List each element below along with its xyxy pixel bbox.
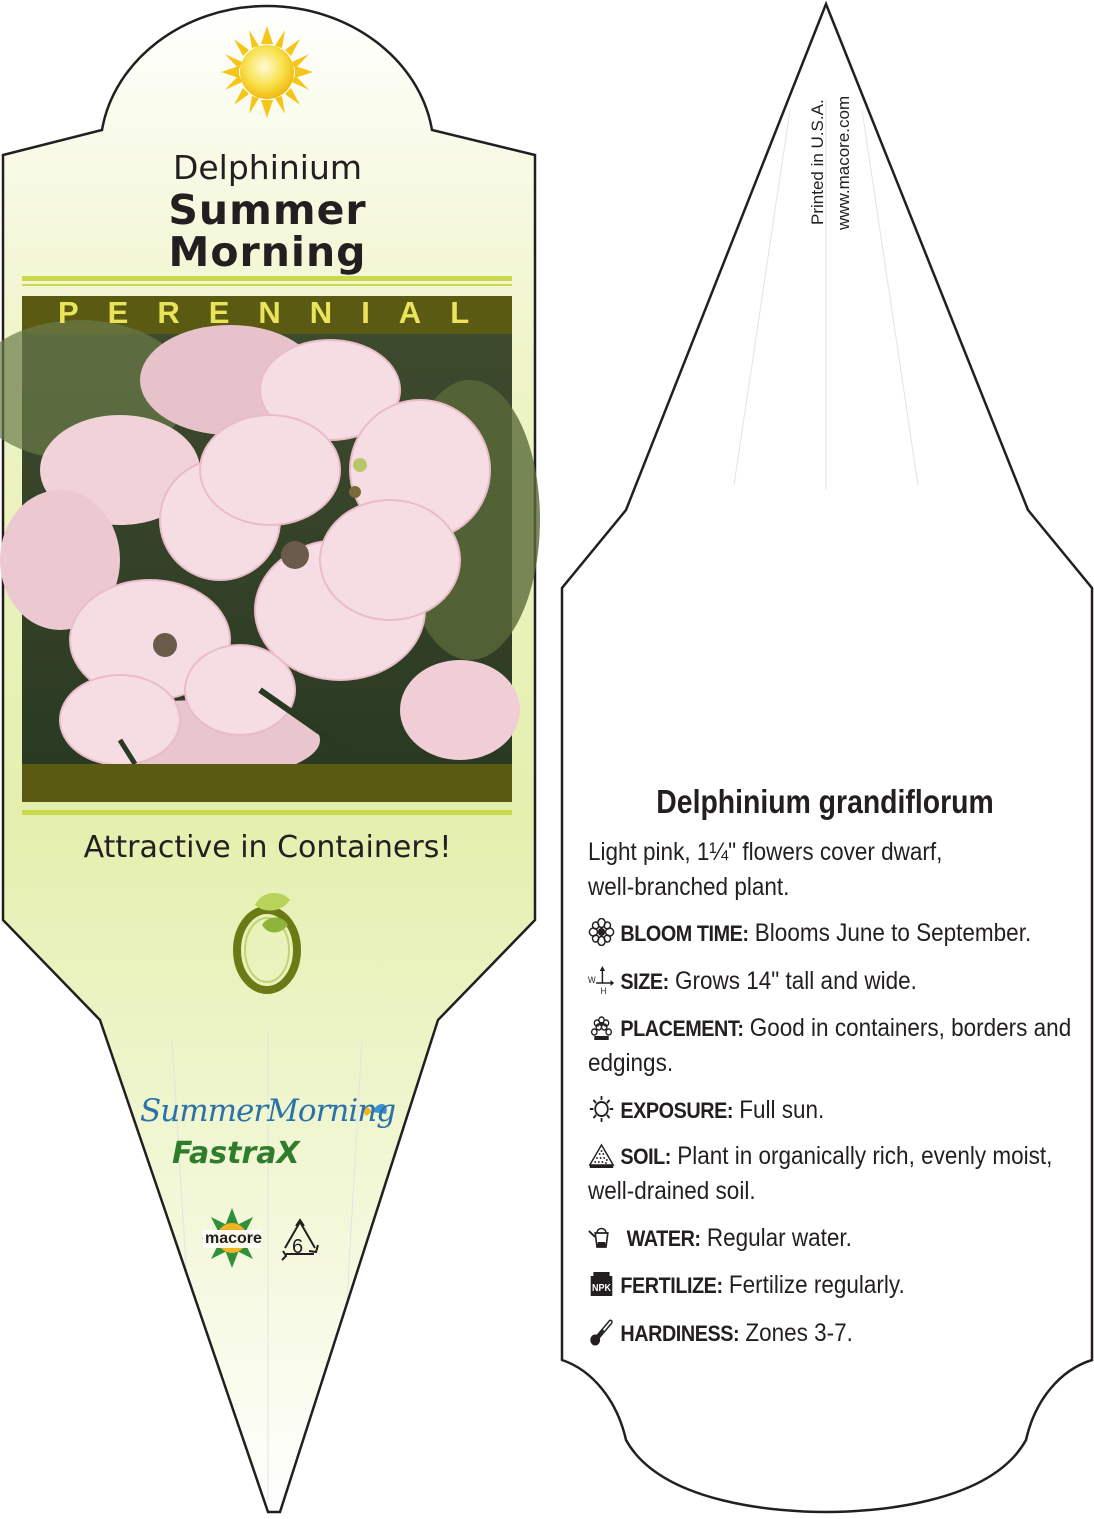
description-line2: well-branched plant. (588, 873, 790, 901)
variety-name-line2: Morning (168, 228, 367, 276)
placement-value: Good in containers, borders and (749, 1014, 1072, 1042)
fertilize-label: FERTILIZE: (620, 1273, 723, 1298)
info-water (588, 1221, 1068, 1256)
size-label: SIZE: (620, 969, 669, 994)
maker-logo-text: macore (205, 1230, 262, 1247)
website-url: www.macore.com (834, 95, 853, 230)
tagline: Attractive in Containers! (83, 830, 452, 865)
npk-icon (588, 1270, 615, 1298)
info-exposure (588, 1093, 1068, 1128)
hardiness-label: HARDINESS: (620, 1321, 740, 1346)
flower-icon (588, 918, 615, 946)
info-soil (588, 1139, 1068, 1209)
water-label: WATER: (626, 1226, 701, 1251)
watering-can-icon (588, 1223, 615, 1251)
variety-name-line1: Summer (168, 186, 367, 234)
bloom-time-value: Blooms June to September. (754, 919, 1032, 947)
exposure-value: Full sun. (739, 1096, 825, 1124)
water-value: Regular water. (706, 1224, 852, 1252)
info-hardiness (588, 1316, 1068, 1351)
description-line1: Light pink, 1¼" flowers cover dwarf, (588, 838, 943, 866)
soil-icon (588, 1141, 615, 1169)
species-name: Delphinium grandiflorum (656, 783, 994, 820)
info-placement (588, 1011, 1072, 1081)
fertilize-value: Fertilize regularly. (728, 1271, 905, 1299)
npk-badge-text: NPK (592, 1282, 611, 1295)
size-icon-h: H (600, 985, 607, 994)
info-size (588, 964, 1068, 999)
thermometer-icon (588, 1318, 615, 1346)
brand-script-logo: SummerMorning (140, 1093, 396, 1129)
genus-name: Delphinium (172, 148, 363, 187)
sun-icon (588, 1095, 615, 1123)
hardiness-value: Zones 3-7. (745, 1319, 853, 1347)
placement-label: PLACEMENT: (620, 1016, 744, 1041)
category-label: PERENNIAL (58, 295, 499, 330)
placement-value-line2: edgings. (588, 1049, 674, 1077)
brand-name-logo: FastraX (172, 1136, 300, 1171)
exposure-label: EXPOSURE: (620, 1098, 733, 1123)
size-value: Grows 14" tall and wide. (675, 967, 917, 995)
info-bloom-time (588, 916, 1068, 951)
soil-value: Plant in organically rich, evenly moist, (677, 1142, 1053, 1170)
soil-label: SOIL: (620, 1144, 671, 1169)
bloom-time-label: BLOOM TIME: (620, 921, 749, 946)
info-fertilize (588, 1268, 1068, 1303)
soil-value-line2: well-drained soil. (588, 1177, 756, 1205)
recycle-code: 6 (292, 1236, 304, 1258)
placement-icon (588, 1013, 615, 1041)
description (588, 835, 1058, 905)
size-icon (588, 966, 615, 994)
printed-origin: Printed in U.S.A. (808, 99, 827, 225)
size-icon-w: W (588, 974, 596, 986)
